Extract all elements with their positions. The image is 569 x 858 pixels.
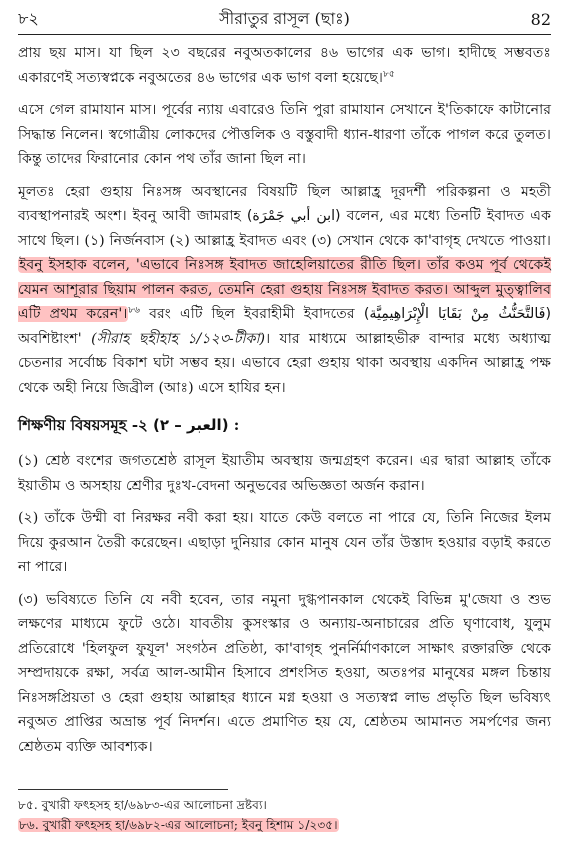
footnote-86 bbox=[18, 815, 551, 835]
arabic-name: (ابن أبي جَمْرَة) bbox=[246, 208, 341, 224]
page-number-bengali: ৮২ bbox=[18, 8, 39, 28]
footnote-86-text: ৮৬. বুখারী ফৎহসহ হা/৬৯৮২-এর আলোচনা; ইবনু হিশাম ১/২৩৫। bbox=[19, 818, 338, 832]
lesson-point-3: (৩) ভবিষ্যতে তিনি যে নবী হবেন, তার নমুনা দুগ্ধপানকাল থেকেই বিভিন্ন মু'জেযা ও শুভ লক্ষণের মাধ্যমে ফুটে ওঠে। যাবতীয় কুসংস্কার ও অন্যায়-অনাচারের প্রতি ঘৃণাবোধ, যুলুম প্রতিরোধে 'হিলফুল ফুযূল' সংগঠন প্রতিষ্ঠা, কা'বাগৃহ পুনর্নির্মাণকালে সাক্ষাৎ রক্তারক্তি থেকে সম্প্রদায়কে রক্ষা, সর্বত্র আল-আমীন হিসাবে প্রশংসিত হওয়া, অতঃপর মানুষের মঙ্গল চিন্তায় নিঃসঙ্গপ্রিয়তা ও হেরা গুহায় আল্লাহর ধ্যানে মগ্ন হওয়া ও সত্যস্বপ্ন লাভ প্রভৃতি ছিল ভবিষ্যৎ নবুঅত প্রাপ্তির অভ্রান্ত পূর্ব নিদর্শন। এতে প্রমাণিত হয় যে, শ্রেষ্ঠতম আমানত সমর্পণের জন্য শ্রেষ্ঠতম ব্যক্তি আবশ্যক। bbox=[18, 591, 551, 755]
paragraph-3 bbox=[18, 180, 551, 401]
paragraph-3-part-b: বলেন, এর মধ্যে তিনটি ইবাদত এক সাথে ছিল। (১) নির্জনবাস (২) আল্লাহ্র ইবাদত এবং (৩) সেখান থেকে কা'বাগৃহ দেখতে পাওয়া। bbox=[18, 208, 552, 249]
section-heading-arabic: (العبر – ٢) bbox=[153, 416, 229, 434]
citation: (সীরাহ ছহীহাহ ১/১২৩-টীকা) bbox=[91, 330, 266, 347]
page-number-latin: 82 bbox=[530, 9, 551, 29]
footnote-rule bbox=[18, 789, 228, 790]
paragraph-3-part-c: বরং এটি ছিল ইবরাহীমী ইবাদতের bbox=[149, 306, 355, 322]
paragraph-3-part-e: । যার মাধ্যমে আল্লাহভীরু বান্দার মধ্যে অধ্যাত্ম চেতনার সর্বোচ্চ বিকাশ ঘটা সম্ভব হয়। এভাবে হেরা গুহায় থাকা অবস্থায় একদিন আল্লাহ্র পক্ষ থেকে অহী নিয়ে জিব্রীল (আঃ) এসে হাযির হন। bbox=[18, 330, 551, 396]
arabic-quote: (فَالتَّحَنُّثُ مِنْ بَقَايَا الْإِبْرَاهِيمِيَّة) bbox=[363, 306, 551, 322]
header-rule bbox=[18, 34, 551, 35]
footnotes bbox=[18, 795, 551, 835]
footnote-ref-85[interactable]: ৮৫ bbox=[383, 68, 395, 79]
paragraph-3-part-d: অবশিষ্টাংশ' bbox=[18, 330, 82, 347]
section-heading-colon: : bbox=[233, 416, 240, 434]
footnote-85: ৮৫. বুখারী ফৎহসহ হা/৬৯৮৩-এর আলোচনা দ্রষ্টব্য। bbox=[18, 798, 267, 812]
paragraph-2: এসে গেল রামাযান মাস। পূর্বের ন্যায় এবারেও তিনি পুরা রামাযান সেখানে ই'তিকাফে কাটানোর সিদ্ধান্ত নিলেন। স্বগোত্রীয় লোকদের পৌত্তলিক ও বস্তুবাদী ধ্যান-ধারণা তাঁকে পাগল করে তুলত। কিন্তু তাদের ফিরানোর কোন পথ তাঁর জানা ছিল না। bbox=[18, 102, 551, 167]
page-header bbox=[18, 0, 551, 32]
highlighted-quote: ইবনু ইসহাক বলেন, 'এভাবে নিঃসঙ্গ ইবাদত জাহেলিয়াতের রীতি ছিল। তাঁর কওম পূর্ব থেকেই যেমন আশূরার ছিয়াম পালন করত, তেমনি হেরা গুহায় নিঃসঙ্গ ইবাদত করত। আব্দুল মুত্ত্বালিব এটি প্রথম করেন'। bbox=[18, 257, 551, 322]
lesson-point-1: (১) শ্রেষ্ঠ বংশের জগতশ্রেষ্ঠ রাসূল ইয়াতীম অবস্থায় জন্মগ্রহণ করেন। এর দ্বারা আল্লাহ তাঁকে ইয়াতীম ও অসহায় শ্রেণীর দুঃখ-বেদনা অনুভবের অভিজ্ঞতা অর্জন করান। bbox=[18, 453, 551, 494]
paragraph-1 bbox=[18, 41, 551, 90]
lesson-point-2: (২) তাঁকে উম্মী বা নিরক্ষর নবী করা হয়। যাতে কেউ বলতে না পারে যে, তিনি নিজের ইলম দিয়ে কুরআন তৈরী করেছেন। এছাড়া দুনিয়ার কোন মানুষ যেন তাঁর উস্তাদ হওয়ার বড়াই করতে না পারে। bbox=[18, 510, 551, 575]
running-title: সীরাতুর রাসূল (ছাঃ) bbox=[219, 8, 350, 28]
section-heading bbox=[18, 414, 551, 439]
paragraph-1-text: প্রায় ছয় মাস। যা ছিল ২৩ বছরের নবুঅতকালের ৪৬ ভাগের এক ভাগ। হাদীছে সম্ভবতঃ একারণেই সত্যস্বপ্নকে নবুঅতের ৪৬ ভাগের এক ভাগ বলা হয়েছে। bbox=[18, 45, 551, 86]
footnote-ref-86[interactable]: ৮৬ bbox=[128, 305, 140, 316]
section-heading-text: শিক্ষণীয় বিষয়সমূহ -২ bbox=[18, 416, 148, 434]
paragraph-3-part-a: মূলতঃ হেরা গুহায় নিঃসঙ্গ অবস্থানের বিষয়টি ছিল আল্লাহ্র দূরদর্শী পরিকল্পনা ও মহতী ব্যবস্থাপনারই অংশ। ইবনু আবী জামরাহ bbox=[18, 183, 551, 224]
